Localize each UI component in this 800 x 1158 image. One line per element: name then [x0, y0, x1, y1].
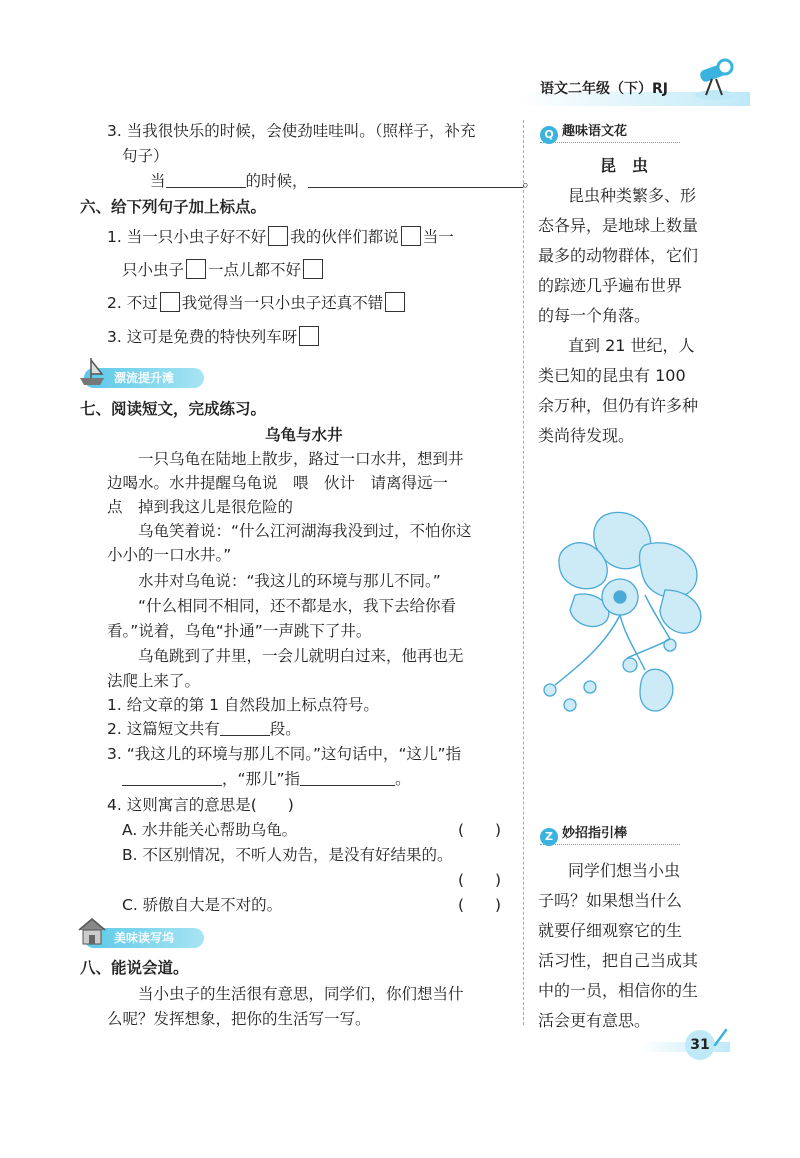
column-divider: [523, 120, 524, 1025]
q-badge-icon: Q: [540, 126, 558, 144]
tip-t3: 就要仔细观察它的生: [538, 921, 683, 940]
banner-meiwei-label: 美味读写坞: [114, 931, 175, 945]
s6-3a: 3. 这可是免费的特快列车呀: [107, 328, 298, 346]
question-4: 4. 这则寓言的意思是( ): [107, 796, 294, 814]
insect-title: 昆 虫: [600, 156, 649, 175]
q3-fill-c: 。: [522, 172, 539, 190]
punct-box[interactable]: [186, 259, 206, 279]
punct-box[interactable]: [268, 226, 288, 246]
house-icon: [76, 914, 108, 948]
q3-line1: 3. 当我很快乐的时候，会使劲哇哇叫。（照样子，补充: [107, 122, 476, 140]
tip-t4: 活习性，把自己当成其: [538, 951, 699, 970]
pen-icon: [712, 1026, 730, 1048]
insect-r9: 类尚待发现。: [538, 426, 635, 445]
tag-miaozhao-underline: [540, 844, 680, 845]
tag-quwei: [540, 120, 627, 144]
q3-fill-b: 的时候，: [245, 172, 308, 190]
story-p2-l1: 乌龟笑着说：“什么江河湖海我没到过，不怕你这: [138, 522, 472, 540]
question-1: 1. 给文章的第 1 自然段加上标点符号。: [107, 696, 379, 714]
question-3-line2: [122, 768, 411, 790]
s6-2b: 我觉得当一只小虫子还真不错: [181, 294, 384, 312]
section-6-title: 六、给下列句子加上标点。: [80, 198, 267, 216]
tag-quwei-label: 趣味语文花: [562, 124, 628, 139]
insect-r7: 类已知的昆虫有 100: [538, 366, 686, 385]
z-badge-icon: Z: [540, 828, 558, 846]
story-p1-l2: 边喝水。水井提醒乌龟说 喂 伙计 请离得远一: [107, 474, 449, 492]
option-a-paren[interactable]: ( ): [458, 821, 502, 839]
insect-r2: 态各异，是地球上数量: [538, 216, 699, 235]
s8-line1: 当小虫子的生活很有意思，同学们，你们想当什: [138, 985, 464, 1003]
option-c-paren[interactable]: ( ): [458, 896, 502, 914]
question-3: 3. “我这儿的环境与那儿不同。”这句话中，“这儿”指: [107, 745, 462, 763]
punct-box[interactable]: [385, 292, 405, 312]
story-p2-l2: 小小的一口水井。”: [107, 546, 232, 564]
s6-item3: [107, 326, 321, 348]
q3-blank-1[interactable]: [166, 173, 246, 188]
story-p5-l1: 乌龟跳到了井里，一会儿就明白过来，他再也无: [138, 647, 464, 665]
tip-t6: 活会更有意思。: [538, 1011, 651, 1030]
page-number: 31: [690, 1037, 710, 1053]
q3-fill-line: [150, 170, 538, 192]
option-b-paren[interactable]: ( ): [458, 871, 502, 889]
s6-1b: 我的伙伴们都说: [290, 228, 399, 246]
q2-blank[interactable]: [220, 721, 270, 736]
telescope-logo-icon: [690, 55, 740, 105]
q2a: 2. 这篇短文共有: [107, 720, 220, 738]
section-7-title: 七、阅读短文，完成练习。: [80, 400, 267, 418]
s6-item2: [107, 292, 407, 314]
s6-1d: 只小虫子: [122, 261, 185, 279]
s6-1a: 1. 当一只小虫子好不好: [107, 228, 267, 246]
insect-r4: 的踪迹几乎遍布世界: [538, 276, 683, 295]
story-p4-l2: 看。”说着，乌龟“扑通”一声跳下了井。: [107, 622, 372, 640]
q3-naer-blank[interactable]: [300, 771, 395, 786]
punct-box[interactable]: [303, 259, 323, 279]
insect-r8: 余万种，但仍有许多种: [538, 396, 699, 415]
insect-r1: 昆虫种类繁多、形: [568, 186, 697, 205]
tag-quwei-underline: [540, 142, 680, 143]
q3b: ，“那儿”指: [222, 770, 301, 788]
q3c: 。: [395, 770, 411, 788]
banner-piaoliu-label: 漂流提升滩: [114, 371, 175, 385]
question-2: [107, 718, 301, 740]
tip-t1: 同学们想当小虫: [568, 861, 681, 880]
story-p1-l3: 点 掉到我这儿是很危险的: [107, 498, 294, 516]
story-p4-l1: “什么相同不相同，还不都是水，我下去给你看: [138, 597, 457, 615]
s6-item1-line2: [122, 259, 325, 281]
tag-miaozhao: [540, 822, 627, 846]
punct-box[interactable]: [299, 326, 319, 346]
insect-r6: 直到 21 世纪，人: [568, 336, 695, 355]
book-label: 语文二年级（下）RJ: [540, 81, 668, 97]
q3-zheer-blank[interactable]: [122, 771, 222, 786]
s6-1c: 当一: [422, 228, 454, 246]
option-c[interactable]: C. 骄傲自大是不对的。: [122, 896, 283, 914]
q3-fill-a: 当: [150, 172, 166, 190]
tip-t5: 中的一员，相信你的生: [538, 981, 699, 1000]
option-b[interactable]: B. 不区别情况，不听人劝告，是没有好结果的。: [122, 846, 453, 864]
section-8-title: 八、能说会道。: [80, 959, 189, 977]
tag-miaozhao-label: 妙招指引棒: [562, 826, 628, 841]
q2b: 段。: [269, 720, 301, 738]
story-p5-l2: 法爬上来了。: [107, 672, 201, 690]
tip-t2: 子吗？如果想当什么: [538, 891, 683, 910]
story-p1-l1: 一只乌龟在陆地上散步，路过一口水井，想到井: [138, 450, 464, 468]
q3-line2: 句子）: [122, 147, 169, 165]
s6-2a: 2. 不过: [107, 294, 158, 312]
boat-icon: [76, 354, 108, 388]
s8-line2: 么呢？发挥想象，把你的生活写一写。: [107, 1010, 371, 1028]
story-title: 乌龟与水井: [265, 426, 343, 444]
page-number-circle: [685, 1030, 715, 1060]
strawberry-plant-illustration: [535, 505, 720, 725]
insect-r3: 最多的动物群体，它们: [538, 246, 699, 265]
punct-box[interactable]: [401, 226, 421, 246]
story-p3-l1: 水井对乌龟说：“我这儿的环境与那儿不同。”: [138, 572, 441, 590]
insect-r5: 的每一个角落。: [538, 306, 651, 325]
q3-blank-2[interactable]: [308, 173, 523, 188]
option-a[interactable]: A. 水井能关心帮助乌龟。: [122, 821, 298, 839]
s6-1e: 一点儿都不好: [208, 261, 302, 279]
s6-item1-line1: [107, 226, 454, 248]
punct-box[interactable]: [160, 292, 180, 312]
